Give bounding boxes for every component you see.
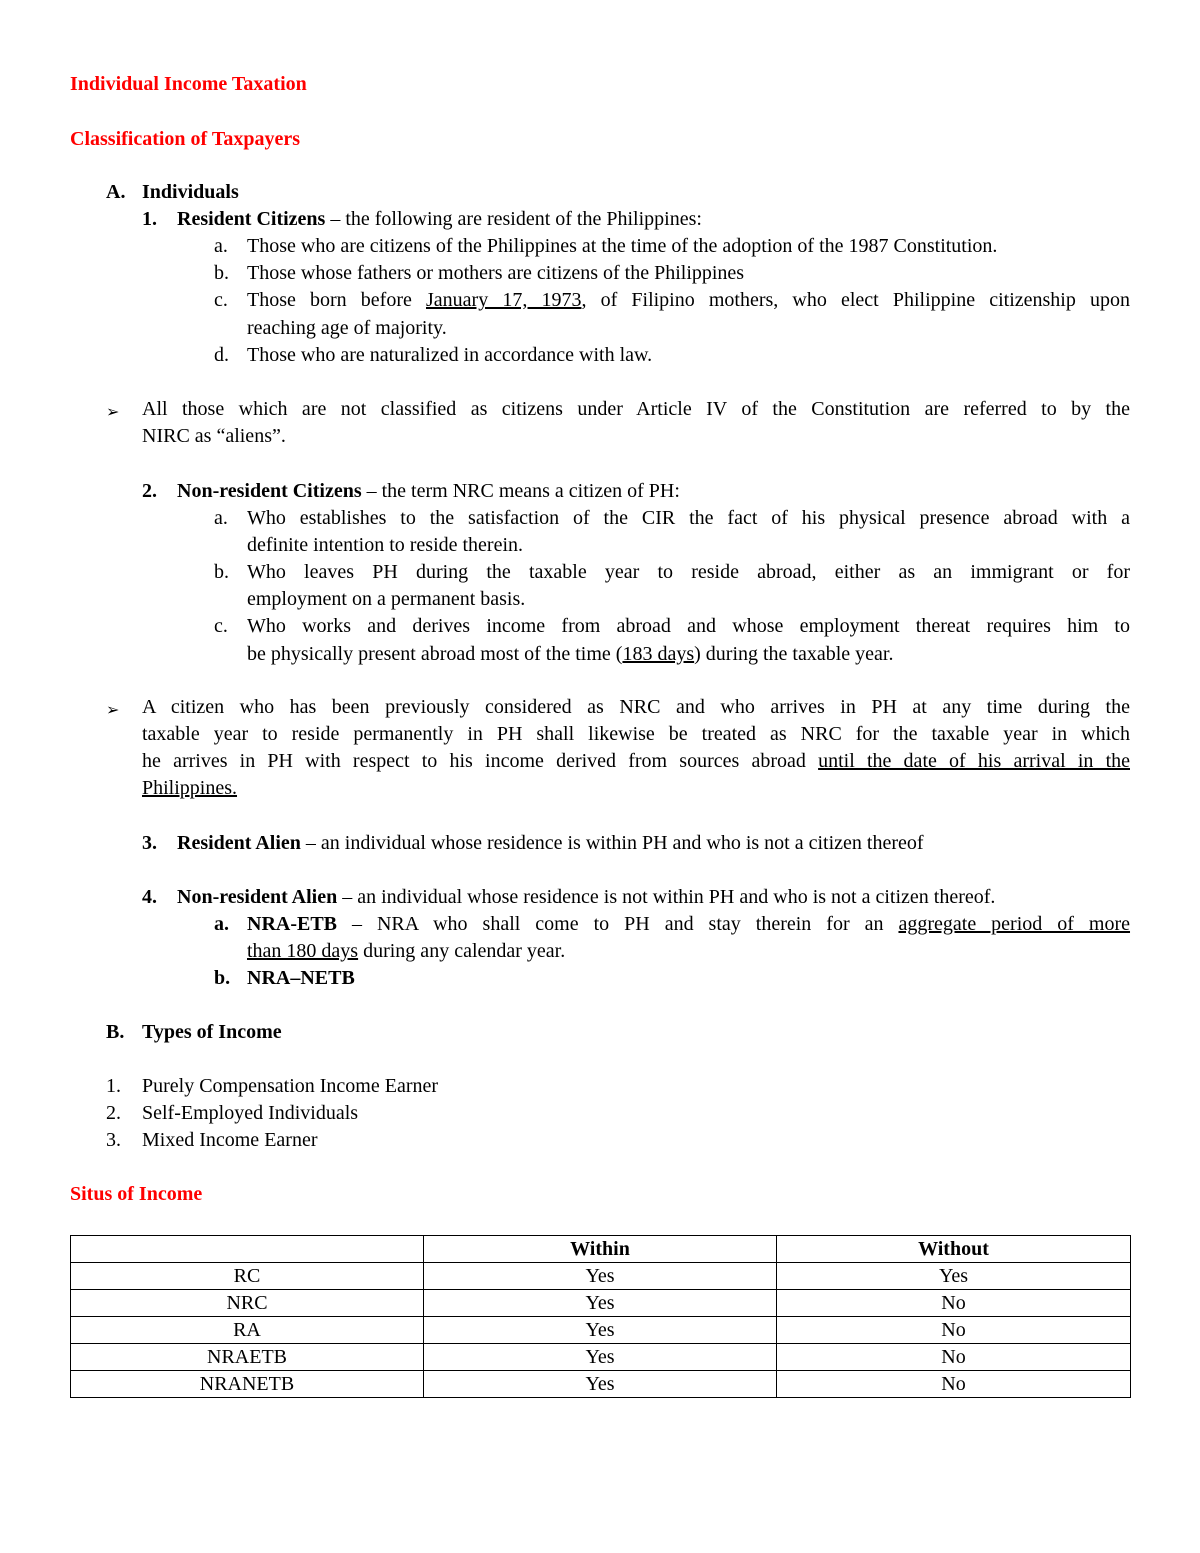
list-item-label: b.	[214, 561, 229, 583]
note-nrc-line4: Philippines.	[142, 777, 238, 799]
nonresident-alien-num: 4.	[142, 886, 157, 908]
income-type-num: 3.	[106, 1129, 121, 1151]
list-item: Who leaves PH during the taxable year to reside abroad, either as an immigrant or for	[247, 561, 1130, 583]
underlined-days: 183 days	[622, 643, 695, 665]
section-a-label: A.	[106, 181, 126, 203]
income-type-num: 2.	[106, 1102, 121, 1124]
list-item: Those whose fathers or mothers are citizens of the Philippines	[247, 262, 745, 284]
table-cell: No	[777, 1290, 1131, 1317]
list-item-label: a.	[214, 235, 228, 257]
list-item	[247, 911, 1130, 938]
list-item-continuation: reaching age of majority.	[247, 317, 447, 339]
note-nrc-line3	[142, 748, 1130, 775]
list-item-text: ) during the taxable year.	[694, 643, 894, 665]
list-item-label: c.	[214, 615, 228, 637]
nonresident-citizens-desc: – the term NRC means a citizen of PH:	[361, 480, 680, 502]
list-item-text: be physically present abroad most of the time (	[247, 643, 623, 665]
income-type: Self-Employed Individuals	[142, 1102, 359, 1124]
list-item-label: a.	[214, 913, 229, 935]
list-item-text: – NRA who shall come to PH and stay therein for an	[337, 913, 899, 935]
table-row	[71, 1290, 1131, 1317]
income-type: Purely Compensation Income Earner	[142, 1075, 439, 1097]
list-item	[247, 287, 1130, 314]
table-cell: No	[777, 1344, 1131, 1371]
nra-etb-term: NRA-ETB	[247, 913, 338, 935]
resident-alien-desc: – an individual whose residence is within PH and who is not a citizen thereof	[300, 832, 924, 854]
resident-alien-line	[177, 830, 924, 857]
situs-table	[70, 1235, 1131, 1398]
list-item-label: b.	[214, 967, 231, 989]
table-header-cell: Without	[777, 1236, 1131, 1263]
section-b-title: Types of Income	[142, 1021, 282, 1043]
section-a-title: Individuals	[142, 181, 239, 203]
table-cell: No	[777, 1317, 1131, 1344]
nonresident-alien-desc: – an individual whose residence is not within PH and who is not a citizen thereof.	[337, 886, 996, 908]
table-cell: Yes	[424, 1290, 777, 1317]
list-item-continuation: definite intention to reside therein.	[247, 534, 524, 556]
page-title: Individual Income Taxation	[70, 73, 307, 95]
underlined-date: January 17, 1973	[426, 289, 582, 311]
table-cell: NRC	[71, 1290, 424, 1317]
underlined-phrase: than 180 days	[247, 940, 359, 962]
resident-citizens-term: Resident Citizens	[177, 208, 326, 230]
arrow-bullet-icon: ➢	[106, 700, 120, 719]
list-item-text: during any calendar year.	[358, 940, 566, 962]
list-item-text: , of Filipino mothers, who elect Philippine citizenship upon	[581, 289, 1130, 311]
list-item-label: c.	[214, 289, 228, 311]
list-item-continuation: employment on a permanent basis.	[247, 588, 526, 610]
list-item-text: Those born before	[247, 289, 426, 311]
list-item-continuation	[247, 641, 894, 668]
nra-netb-term: NRA–NETB	[247, 967, 355, 989]
nonresident-citizens-term: Non-resident Citizens	[177, 480, 362, 502]
table-cell: Yes	[424, 1371, 777, 1398]
table-cell: RA	[71, 1317, 424, 1344]
income-type: Mixed Income Earner	[142, 1129, 318, 1151]
list-item-label: a.	[214, 507, 228, 529]
note-nrc-line1: A citizen who has been previously considered as NRC and who arrives in PH at any time during the	[142, 696, 1130, 718]
table-cell: Yes	[777, 1263, 1131, 1290]
arrow-bullet-icon: ➢	[106, 402, 120, 421]
note-aliens-line2: NIRC as “aliens”.	[142, 425, 286, 447]
resident-alien-num: 3.	[142, 832, 157, 854]
nonresident-citizens-line	[177, 478, 680, 505]
resident-citizens-desc: – the following are resident of the Philippines:	[325, 208, 702, 230]
table-row	[71, 1263, 1131, 1290]
list-item: Who works and derives income from abroad and whose employment thereat requires him to	[247, 615, 1130, 637]
table-cell: Yes	[424, 1344, 777, 1371]
list-item-label: d.	[214, 344, 229, 366]
list-item: Those who are naturalized in accordance with law.	[247, 344, 653, 366]
income-type-num: 1.	[106, 1075, 121, 1097]
nonresident-citizens-num: 2.	[142, 480, 157, 502]
table-row	[71, 1371, 1131, 1398]
note-nrc-line2: taxable year to reside permanently in PH shall likewise be treated as NRC for the taxable year in which	[142, 723, 1130, 745]
table-row	[71, 1317, 1131, 1344]
resident-alien-term: Resident Alien	[177, 832, 301, 854]
resident-citizens-num: 1.	[142, 208, 157, 230]
table-cell: NRAETB	[71, 1344, 424, 1371]
classification-heading: Classification of Taxpayers	[70, 128, 301, 150]
list-item: Who establishes to the satisfaction of the CIR the fact of his physical presence abroad with a	[247, 507, 1130, 529]
underlined-phrase: aggregate period of more	[898, 913, 1131, 935]
table-cell: RC	[71, 1263, 424, 1290]
situs-heading: Situs of Income	[70, 1183, 203, 1205]
table-header-cell: Within	[424, 1236, 777, 1263]
table-cell: NRANETB	[71, 1371, 424, 1398]
table-cell: Yes	[424, 1317, 777, 1344]
nonresident-alien-term: Non-resident Alien	[177, 886, 338, 908]
list-item-continuation	[247, 938, 565, 965]
section-b-label: B.	[106, 1021, 125, 1043]
table-row	[71, 1344, 1131, 1371]
list-item: Those who are citizens of the Philippines at the time of the adoption of the 1987 Constitution.	[247, 235, 998, 257]
resident-citizens-line	[177, 206, 702, 233]
table-cell: No	[777, 1371, 1131, 1398]
nonresident-alien-line	[177, 884, 995, 911]
table-header-cell	[71, 1236, 424, 1263]
table-header-row	[71, 1236, 1131, 1263]
note-aliens-line1: All those which are not classified as citizens under Article IV of the Constitution are referred to by the	[142, 398, 1130, 420]
list-item-label: b.	[214, 262, 229, 284]
table-cell: Yes	[424, 1263, 777, 1290]
note-nrc-text: he arrives in PH with respect to his income derived from sources abroad	[142, 750, 819, 772]
underlined-phrase: until the date of his arrival in the	[818, 750, 1130, 772]
